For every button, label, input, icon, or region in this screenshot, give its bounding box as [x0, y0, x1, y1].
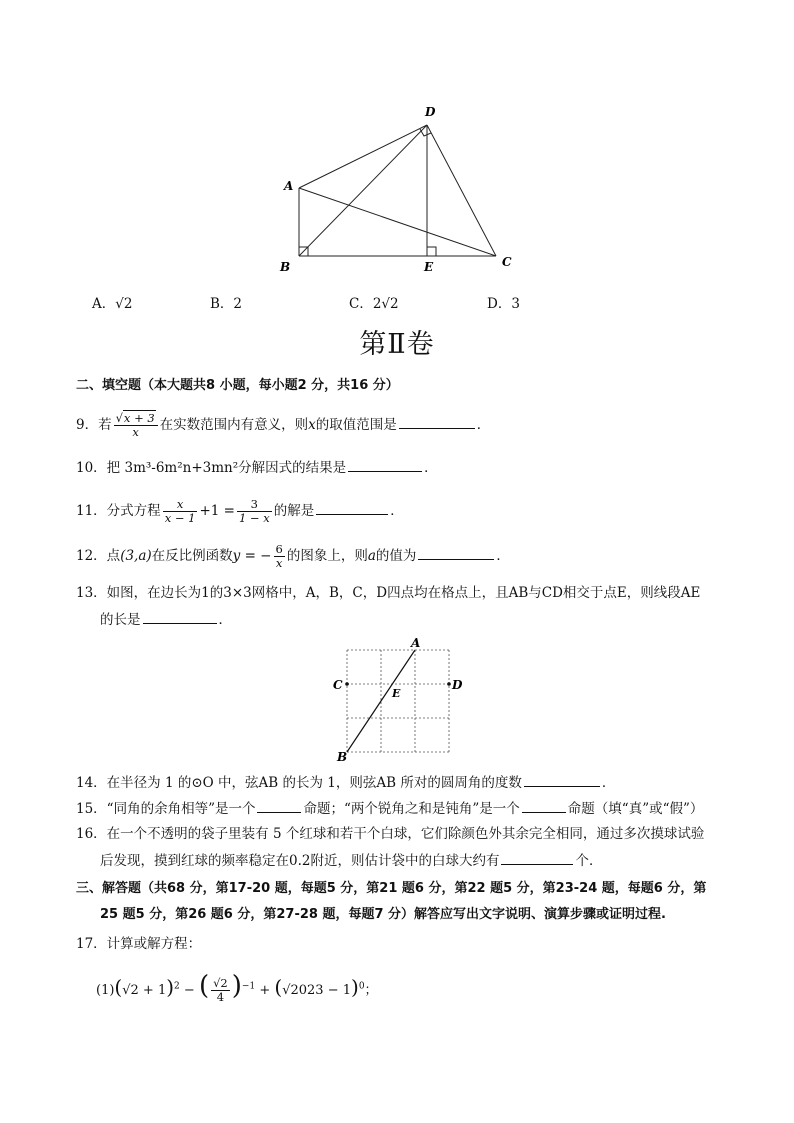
question-17-title: 17．计算或解方程：: [76, 936, 202, 952]
question-number: 12．点: [76, 548, 121, 564]
fraction: [274, 543, 285, 570]
expression: 3m³-6m²n+3mn²: [124, 460, 239, 476]
denominator: x: [275, 556, 283, 570]
numerator: 6: [275, 542, 283, 556]
part-label: (1): [96, 983, 115, 998]
grid-label-c: C: [333, 678, 343, 692]
question-13-line-1: 13．如图，在边长为1的3×3网格中，A，B，C，D四点均在格点上，且AB与CD相交于点E，则线段AE: [76, 585, 701, 601]
question-17-part-1: [96, 971, 378, 1004]
minus-sign: −: [183, 983, 195, 998]
text: 的取值范围是: [315, 417, 397, 433]
radicand: x + 3: [123, 411, 155, 425]
paren-close: ): [231, 971, 242, 1001]
section-2-title: 二、填空题（本大题共8 小题，每小题2 分，共16 分）: [76, 378, 399, 393]
plus-sign: +: [259, 983, 271, 998]
text: 的长是: [100, 612, 141, 628]
option-value: √2: [115, 296, 133, 312]
answer-blank[interactable]: [418, 545, 494, 560]
option-a: [92, 292, 132, 312]
label-b: B: [280, 260, 291, 274]
grid-label-d: D: [452, 678, 463, 692]
text: 14．在半径为 1 的⊙O 中，弦AB 的长为 1，则弦AB 所对的圆周角的度数: [76, 775, 522, 791]
option-d: [487, 292, 520, 312]
fraction: [211, 977, 230, 1004]
paren-close: ): [166, 975, 175, 999]
numerator: 3: [237, 498, 272, 512]
fraction-2: [237, 498, 272, 525]
grid-label-a: A: [411, 636, 421, 650]
text: 命题；“两个锐角之和是钝角”是一个: [303, 801, 520, 817]
option-letter: B．: [210, 296, 234, 312]
term-1: √2 + 1: [122, 983, 167, 998]
answer-blank[interactable]: [143, 609, 217, 624]
numerator: x: [163, 498, 198, 512]
option-letter: A．: [92, 296, 116, 312]
exponent-2: −1: [241, 981, 256, 992]
option-letter: D．: [487, 296, 512, 312]
question-13-line-2: [100, 609, 232, 630]
period: ．: [601, 775, 616, 791]
denominator: 4: [216, 990, 225, 1004]
text: 在反比例函数: [151, 548, 233, 564]
grid-label-e: E: [392, 687, 401, 700]
label-a: A: [284, 179, 294, 193]
unit-text: 个．: [575, 853, 603, 869]
answer-blank[interactable]: [316, 500, 388, 515]
exponent-1: 2: [174, 981, 180, 992]
geometry-figure-abcd: [270, 100, 530, 280]
term-3: √2023 − 1: [282, 983, 351, 998]
answer-blank-2[interactable]: [522, 798, 566, 813]
period: ．: [476, 417, 491, 433]
question-14: [76, 772, 615, 793]
question-9: [76, 412, 490, 439]
option-value: 3: [511, 296, 520, 312]
paren-close: ): [351, 975, 359, 999]
denominator: x: [132, 425, 139, 439]
option-letter: C．: [349, 296, 373, 312]
fraction-1: [163, 498, 198, 525]
label-d: D: [425, 105, 436, 119]
denominator: 1 − x: [238, 511, 270, 525]
exponent-3: 0: [358, 981, 365, 992]
answer-blank[interactable]: [348, 457, 422, 472]
section-3-line-1: 三、解答题（共68 分，第17-20 题，每题5 分，第21 题6 分，第22 题5 分，第23-24 题，每题6 分，第: [76, 881, 707, 896]
option-value: 2: [233, 296, 243, 312]
volume-title: 第Ⅱ卷: [359, 329, 435, 360]
question-16-line-2: [100, 850, 602, 871]
text: 15．“同角的余角相等”是一个: [76, 801, 256, 817]
answer-blank[interactable]: [501, 850, 573, 865]
period: ．: [424, 460, 438, 476]
section-3-line-2: 25 题5 分，第26 题6 分，第27-28 题，每题7 分）解答应写出文字说明、演算步骤或证明过程.: [100, 907, 666, 922]
text: 后发现，摸到红球的频率稳定在0.2附近，则估计袋中的白球大约有: [100, 853, 500, 869]
numerator: √x + 3: [114, 412, 158, 426]
period: ．: [496, 548, 510, 564]
question-11: [76, 498, 404, 525]
question-number: 11．分式方程: [76, 503, 161, 519]
function-left: y = −: [232, 548, 272, 564]
label-c: C: [502, 255, 512, 269]
equation-middle: +1 =: [199, 503, 235, 519]
paren-open: (: [114, 975, 123, 999]
denominator: x − 1: [164, 511, 196, 525]
question-number: 10．把: [76, 460, 125, 476]
paren-open: (: [274, 975, 283, 999]
variable: x: [308, 417, 316, 433]
point: (3,a): [120, 548, 152, 564]
option-c: [349, 292, 399, 312]
answer-blank[interactable]: [399, 414, 475, 429]
period: ．: [390, 503, 404, 519]
question-10: [76, 457, 438, 478]
semicolon: ；: [364, 983, 378, 998]
question-number: 9．若: [76, 417, 112, 433]
text: 在实数范围内有意义，则: [159, 417, 309, 433]
period: ．: [218, 612, 232, 628]
option-b: [210, 292, 242, 312]
grid-label-b: B: [337, 750, 348, 764]
option-value: 2√2: [372, 296, 399, 312]
text: 分解因式的结果是: [238, 460, 347, 476]
label-e: E: [424, 260, 434, 274]
paren-open: (: [198, 971, 210, 1001]
grid-figure: [326, 636, 466, 766]
text: 的值为: [375, 548, 417, 564]
fraction: [114, 412, 158, 439]
question-15: [76, 798, 703, 819]
answer-blank[interactable]: [524, 772, 600, 787]
answer-blank-1[interactable]: [257, 798, 301, 813]
question-16-line-1: 16．在一个不透明的袋子里装有 5 个红球和若干个白球，它们除颜色外其余完全相同，通过多次摸球试验: [76, 826, 705, 842]
variable: a: [367, 548, 376, 564]
numerator: √2: [213, 976, 228, 990]
question-12: [76, 543, 510, 570]
text: 的解是: [273, 503, 315, 519]
text: 命题（填“真”或“假”）: [567, 801, 704, 817]
text: 的图象上，则: [286, 548, 368, 564]
